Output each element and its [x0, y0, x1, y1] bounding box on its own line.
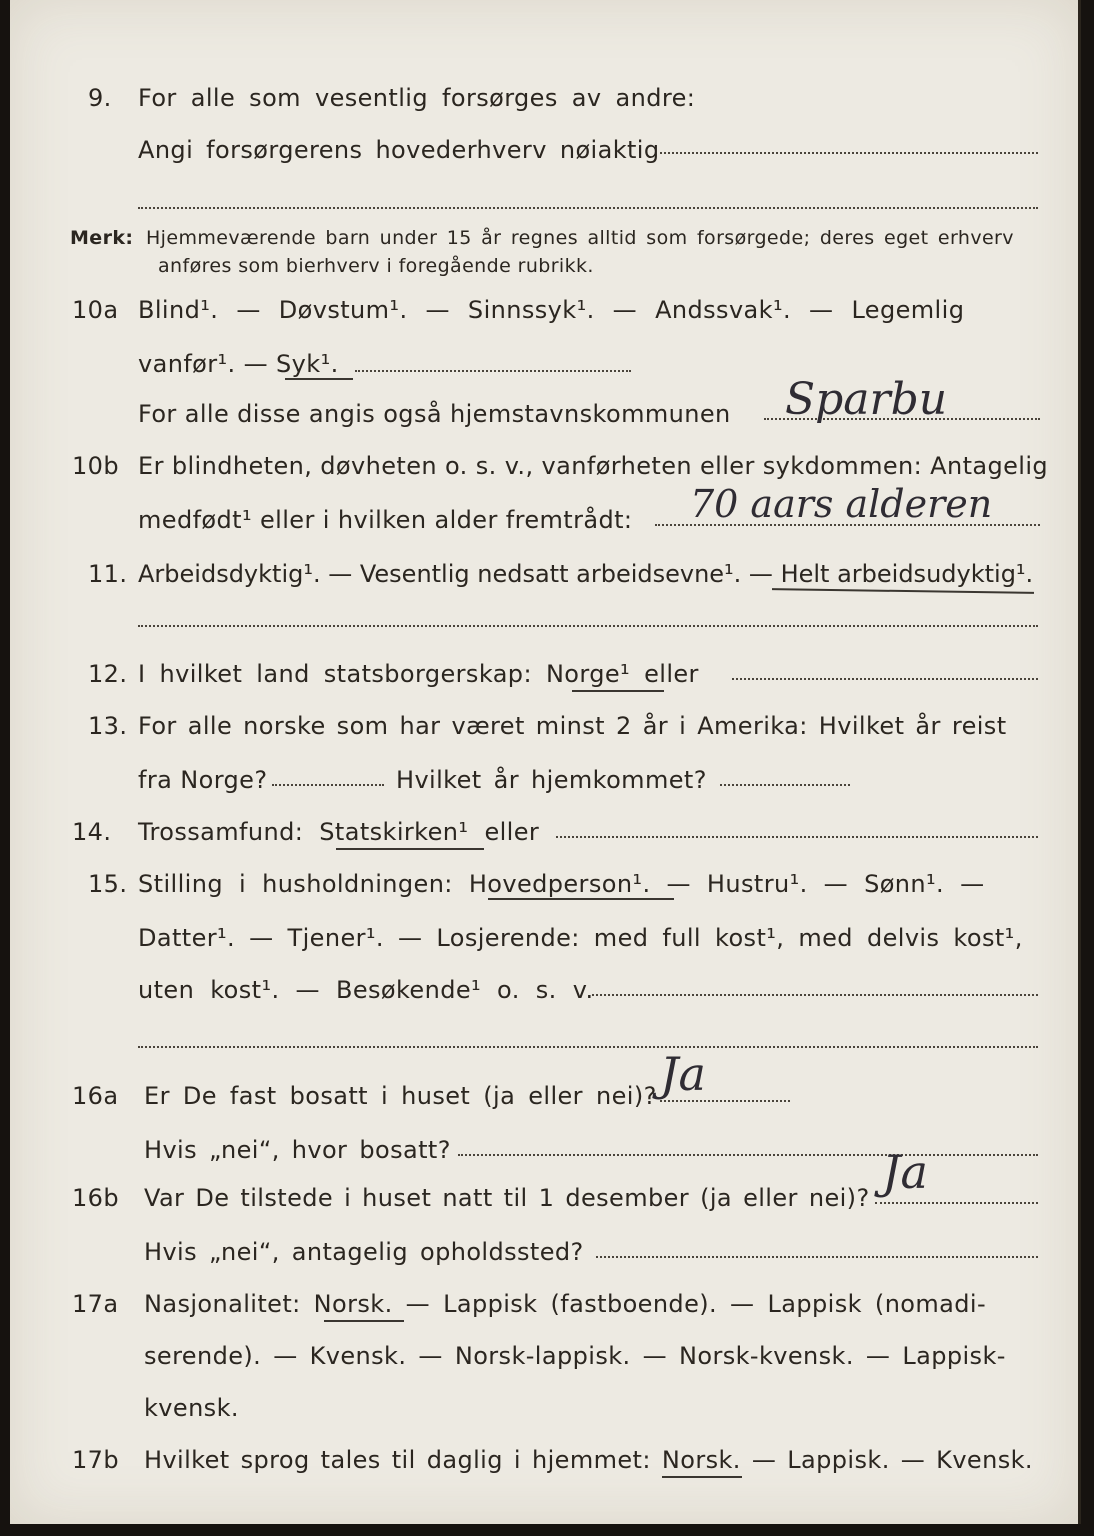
q17b-number: 17b	[72, 1446, 119, 1474]
q11-answer-line	[138, 625, 1038, 627]
q13-line2b: Hvilket år hjemkommet?	[396, 766, 707, 794]
q16b-whereabouts-line	[596, 1256, 1038, 1258]
q16b-handwritten-answer: Ja	[882, 1145, 928, 1199]
q10b-line2: medfødt¹ eller i hvilken alder fremtrådt:	[138, 506, 633, 534]
q17b-line1: Hvilket sprog tales til daglig i hjemmet: Norsk. — Lappisk. — Kvensk.	[144, 1446, 1033, 1474]
q16a-handwritten-answer: Ja	[660, 1047, 706, 1101]
statskirken-underline	[336, 848, 484, 850]
q12-line1: I hvilket land statsborgerskap: Norge¹ eller	[138, 660, 699, 688]
q15-line1: Stilling i husholdningen: Hovedperson¹. — Hustru¹. — Sønn¹. —	[138, 870, 985, 898]
q12-answer-line	[732, 678, 1038, 680]
q14-number: 14.	[72, 818, 112, 846]
q12-number: 12.	[88, 660, 128, 688]
q15-answer-line-2	[138, 1046, 1038, 1048]
q10a-number: 10a	[72, 296, 119, 324]
q16a-line2: Hvis „nei“, hvor bosatt?	[144, 1136, 451, 1164]
q15-number: 15.	[88, 870, 128, 898]
q13-year-returned-line	[720, 784, 850, 786]
q17a-line1: Nasjonalitet: Norsk. — Lappisk (fastboende). — Lappisk (nomadi-	[144, 1290, 987, 1318]
syk-underline	[285, 378, 353, 380]
q13-line2a: fra Norge?	[138, 766, 268, 794]
q11-line1: Arbeidsdyktig¹. — Vesentlig nedsatt arbeidsevne¹. — Helt arbeidsudyktig¹.	[138, 560, 1034, 588]
q15-answer-line	[592, 994, 1038, 996]
q13-number: 13.	[88, 712, 128, 740]
q17a-line2: serende). — Kvensk. — Norsk-lappisk. — Norsk-kvensk. — Lappisk-	[144, 1342, 1006, 1370]
q9-answer-line-2	[138, 207, 1038, 209]
q15-line3: uten kost¹. — Besøkende¹ o. s. v.	[138, 976, 594, 1004]
q16b-answer-line	[875, 1202, 1038, 1204]
q9-line1: For alle som vesentlig forsørges av andre:	[138, 84, 696, 112]
merk-label: Merk:	[70, 227, 134, 249]
q16b-line2: Hvis „nei“, antagelig opholdssted?	[144, 1238, 584, 1266]
helt-arbeidsudyktig-underline	[772, 588, 1034, 594]
norsk-language-underline	[662, 1476, 742, 1478]
q14-line1: Trossamfund: Statskirken¹ eller	[138, 818, 540, 846]
q10a-line3: For alle disse angis også hjemstavnskommunen	[138, 400, 731, 428]
q16a-number: 16a	[72, 1082, 119, 1110]
census-form-page	[10, 0, 1081, 1524]
q10a-handwritten-answer: Sparbu	[785, 374, 948, 425]
q10b-number: 10b	[72, 452, 119, 480]
merk-line2: anføres som bierhverv i foregående rubrikk.	[158, 255, 594, 277]
q10b-handwritten-answer: 70 aars alderen	[690, 482, 993, 526]
q16b-line1: Var De tilstede i huset natt til 1 desember (ja eller nei)?	[144, 1184, 870, 1212]
q10b-line1: Er blindheten, døvheten o. s. v., vanførheten eller sykdommen: Antagelig	[138, 452, 1049, 480]
q16b-number: 16b	[72, 1184, 119, 1212]
q10a-line2: vanfør¹. — Syk¹.	[138, 350, 339, 378]
q9-number: 9.	[88, 84, 112, 112]
norsk-nationality-underline	[324, 1320, 404, 1322]
q15-line2: Datter¹. — Tjener¹. — Losjerende: med full kost¹, med delvis kost¹,	[138, 924, 1023, 952]
q17a-line3: kvensk.	[144, 1394, 239, 1422]
q13-line1: For alle norske som har været minst 2 år i Amerika: Hvilket år reist	[138, 712, 1007, 740]
q16a-line1: Er De fast bosatt i huset (ja eller nei)?	[144, 1082, 657, 1110]
hovedperson-underline	[488, 898, 674, 900]
q14-answer-line	[556, 836, 1038, 838]
q13-year-left-line	[272, 784, 384, 786]
q10a-line1: Blind¹. — Døvstum¹. — Sinnssyk¹. — Andssvak¹. — Legemlig	[138, 296, 965, 324]
q10a-line2-dots	[355, 370, 631, 372]
q17a-number: 17a	[72, 1290, 119, 1318]
merk-line1: Hjemmeværende barn under 15 år regnes alltid som forsørgede; deres eget erhverv	[146, 227, 1014, 249]
q9-line2: Angi forsørgerens hovederhverv nøiaktig	[138, 136, 660, 164]
q11-number: 11.	[88, 560, 128, 588]
q16a-residence-line	[458, 1154, 1038, 1156]
q9-answer-line	[660, 152, 1038, 154]
norge-underline	[572, 690, 664, 692]
